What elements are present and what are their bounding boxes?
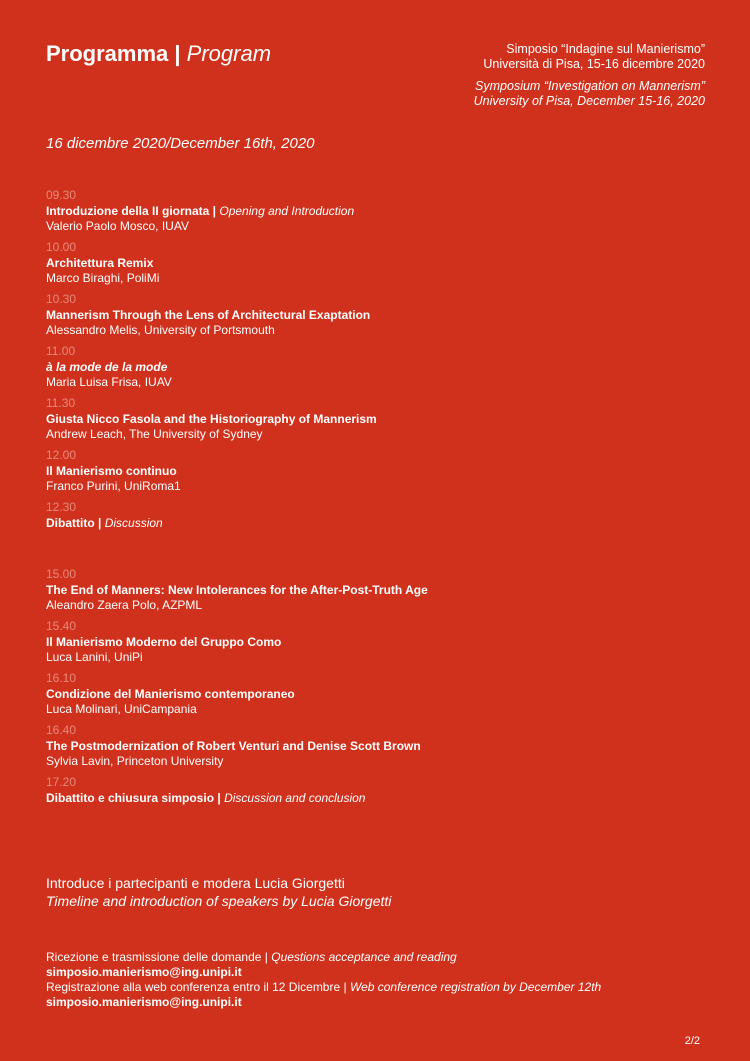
questions-italian: Ricezione e trasmissione delle domande: [46, 950, 262, 964]
session-item: [46, 671, 706, 717]
session-talk: [46, 738, 706, 754]
session-speaker: Sylvia Lavin, Princeton University: [46, 754, 224, 768]
session-speaker: Luca Molinari, UniCampania: [46, 702, 197, 716]
session-title: Introduzione della II giornata: [46, 204, 210, 218]
session-title: Mannerism Through the Lens of Architectural Exaptation: [46, 308, 371, 322]
session-subtitle: Opening and Introduction: [219, 204, 355, 218]
event-name-italian: Simposio “Indagine sul Manierismo”: [506, 42, 705, 56]
session-time: 11.00: [46, 344, 76, 358]
session-title: Condizione del Manierismo contemporaneo: [46, 687, 295, 701]
session-speaker: Alessandro Melis, University of Portsmouth: [46, 323, 275, 337]
session-item: [46, 396, 706, 442]
program-date: 16 dicembre 2020/December 16th, 2020: [46, 135, 315, 152]
session-time: 10.30: [46, 292, 77, 306]
session-title-separator: |: [209, 204, 220, 218]
session-item: [46, 240, 706, 286]
session-talk: [46, 790, 706, 806]
title-separator: |: [168, 41, 187, 66]
session-talk: [46, 203, 706, 219]
registration-separator: |: [340, 980, 350, 994]
contacts: [46, 950, 726, 1010]
title-italian: Programma: [46, 41, 169, 66]
session-speaker: Maria Luisa Frisa, IUAV: [46, 375, 172, 389]
session-talk: [46, 582, 706, 598]
session-item: [46, 567, 706, 613]
session-title: The End of Manners: New Intolerances for the After-Post-Truth Age: [46, 583, 428, 597]
session-item: [46, 619, 706, 665]
session-talk: [46, 634, 706, 650]
session-time: 10.00: [46, 240, 77, 254]
event-venue-italian: Università di Pisa, 15-16 dicembre 2020: [483, 57, 705, 71]
session-time: 12.00: [46, 448, 77, 462]
registration-email-link[interactable]: simposio.manierismo@ing.unipi.it: [46, 995, 242, 1009]
session-item: [46, 448, 706, 494]
questions-line: [46, 950, 726, 965]
session-item: [46, 723, 706, 769]
session-talk: [46, 255, 706, 271]
session-title: Il Manierismo Moderno del Gruppo Como: [46, 635, 282, 649]
session-title: Giusta Nicco Fasola and the Historiography of Mannerism: [46, 412, 377, 426]
session-talk: [46, 463, 706, 479]
session-speaker: Andrew Leach, The University of Sydney: [46, 427, 263, 441]
session-talk: [46, 411, 706, 427]
session-speaker: Franco Purini, UniRoma1: [46, 479, 181, 493]
session-speaker: Aleandro Zaera Polo, AZPML: [46, 598, 203, 612]
session-title: Dibattito e chiusura simposio: [46, 791, 215, 805]
registration-italian: Registrazione alla web conferenza entro il 12 Dicembre: [46, 980, 341, 994]
moderator-english: Timeline and introduction of speakers by Lucia Giorgetti: [46, 893, 392, 909]
session-subtitle: Discussion: [104, 516, 163, 530]
page-title: [46, 40, 271, 68]
session-title: Architettura Remix: [46, 256, 154, 270]
moderator-note: [46, 874, 391, 910]
session-item: [46, 775, 706, 806]
session-item: [46, 188, 706, 234]
session-time: 17.20: [46, 775, 77, 789]
session-time: 16.10: [46, 671, 77, 685]
event-name-english: Symposium “Investigation on Mannerism”: [475, 79, 705, 93]
session-item: [46, 292, 706, 338]
session-item: [46, 500, 706, 531]
session-title-separator: |: [94, 516, 105, 530]
session-time: 15.00: [46, 567, 77, 581]
moderator-italian: Introduce i partecipanti e modera Lucia Giorgetti: [46, 875, 345, 891]
registration-line: [46, 980, 726, 995]
questions-email-link[interactable]: simposio.manierismo@ing.unipi.it: [46, 965, 242, 979]
session-talk: [46, 686, 706, 702]
session-time: 12.30: [46, 500, 77, 514]
session-item: [46, 344, 706, 390]
session-talk: [46, 515, 706, 531]
session-subtitle: Discussion and conclusion: [224, 791, 366, 805]
session-time: 15.40: [46, 619, 77, 633]
session-talk: [46, 307, 706, 323]
questions-english: Questions acceptance and reading: [271, 950, 457, 964]
session-time: 16.40: [46, 723, 77, 737]
session-title: The Postmodernization of Robert Venturi and Denise Scott Brown: [46, 739, 421, 753]
questions-separator: |: [261, 950, 272, 964]
session-title: à la mode de la mode: [46, 360, 168, 374]
session-title-separator: |: [214, 791, 225, 805]
session-title: Il Manierismo continuo: [46, 464, 177, 478]
session-talk: [46, 359, 706, 375]
session-speaker: Marco Biraghi, PoliMi: [46, 271, 160, 285]
event-venue-english: University of Pisa, December 15-16, 2020: [473, 94, 705, 108]
page-number: 2/2: [684, 1035, 700, 1047]
title-english: Program: [186, 41, 272, 66]
session-time: 11.30: [46, 396, 76, 410]
session-speaker: Valerio Paolo Mosco, IUAV: [46, 219, 189, 233]
morning-schedule: [46, 188, 706, 531]
event-info: [385, 42, 705, 109]
session-speaker: Luca Lanini, UniPi: [46, 650, 143, 664]
session-title: Dibattito: [46, 516, 95, 530]
registration-english: Web conference registration by December 12th: [349, 980, 602, 994]
session-time: 09.30: [46, 188, 77, 202]
afternoon-schedule: [46, 567, 706, 806]
